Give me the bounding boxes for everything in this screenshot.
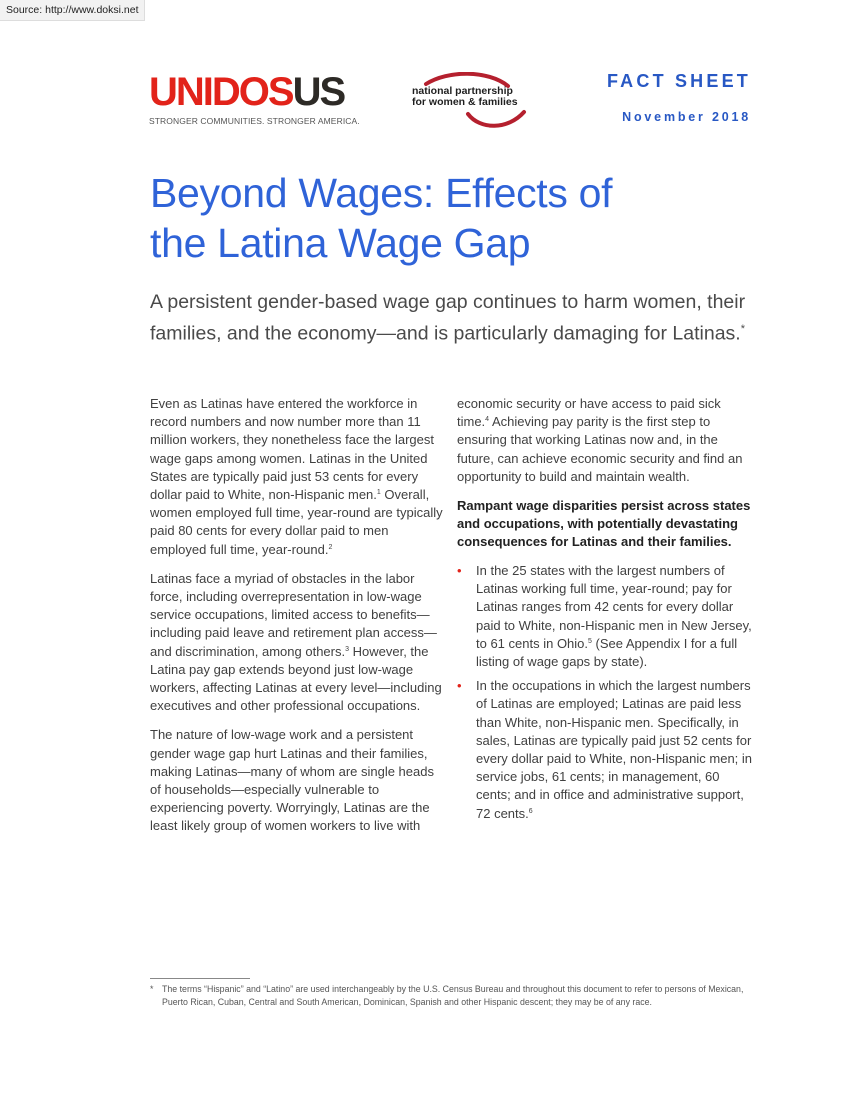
bullet-icon: • <box>457 678 462 694</box>
list-item: • In the occupations in which the largest numbers of Latinas are employed; Latinas are paid less than White, non-Hispanic men. Specifically, in sales, Latinas are typically paid just 52 cents for every dollar paid to White, non-Hispanic men; in service jobs, 61 cents; in management, 60 cents; and in office and administrative support, 72 cents.$^6$ <box>457 678 753 821</box>
fact-sheet-header <box>607 71 751 124</box>
footnote-ref: 3 <box>345 645 350 653</box>
page-title: Beyond Wages: Effects of the Latina Wage Gap <box>150 170 613 266</box>
npwf-name: national partnership for women & families <box>412 85 518 108</box>
section-heading: Rampant wage disparities persist across states and occupations, with potentially devastating consequences for Latinas and their families. <box>457 498 751 550</box>
unidosus-wordmark: UNIDOSUS <box>149 70 345 114</box>
right-column <box>457 395 755 829</box>
paragraph: The nature of low-wage work and a persistent gender wage gap hurt Latinas and their families, making Latinas—many of whom are single heads of households—especially vulnerable to experiencing poverty. Worryingly, Latinas are the least likely group of women workers to live with <box>150 727 434 834</box>
subtitle-footnote-mark: * <box>740 323 746 335</box>
bullet-icon: • <box>457 563 462 579</box>
footnote-text: The terms “Hispanic” and “Latino” are used interchangeably by the U.S. Census Bureau and throughout this document to refer to persons of Mexican, Puerto Rican, Cuban, Central and South American, Dominican, Spanish and other Hispanic descent; they may be of any race. <box>162 984 744 1007</box>
paragraph: Even as Latinas have entered the workforce in record numbers and now number more than 11 million workers, they nonetheless face the largest wage gaps among women. Latinas in the United States are typically paid just 53 cents for every dollar paid to White, non-Hispanic men.$^1$ Overall, women employed full time, year-round are typically paid 80 cents for every dollar paid to men employed full time, year-round.$^2$ <box>150 396 443 557</box>
footnote-mark: * <box>150 984 154 994</box>
source-label: Source: http://www.doksi.net <box>0 0 145 21</box>
subtitle: A persistent gender-based wage gap continues to harm women, their families, and the economy—and is particularly damaging for Latinas.* <box>150 291 746 345</box>
list-item: • In the 25 states with the largest numbers of Latinas working full time, year-round; pay for Latinas ranges from 42 cents for every dollar paid to White, non-Hispanic men in New Jersey, to 61 cents in Ohio.$^5$ (See Appendix I for a full listing of wage gaps by state). <box>457 563 752 670</box>
footnote-ref: 6 <box>528 807 533 815</box>
left-column <box>150 395 446 847</box>
footnote-ref: 2 <box>328 543 333 551</box>
fact-sheet-label: FACT SHEET <box>606 71 751 91</box>
unidosus-logo <box>149 72 374 126</box>
footnote-ref: 4 <box>485 416 490 424</box>
bullet-list <box>457 562 755 823</box>
unidosus-tagline: STRONGER COMMUNITIES. STRONGER AMERICA. <box>149 116 360 126</box>
npwf-logo <box>408 72 533 130</box>
footnote-ref: 5 <box>588 637 592 645</box>
footnote-ref: 1 <box>376 489 381 497</box>
paragraph: economic security or have access to paid sick time.$^4$ Achieving pay parity is the first step to ensuring that working Latinas now and, in the future, can achieve economic security and find an opportunity to build and maintain wealth. <box>457 396 743 484</box>
footnote <box>150 983 750 1008</box>
publication-date: November 2018 <box>622 110 751 124</box>
paragraph: Latinas face a myriad of obstacles in the labor force, including overrepresentation in low-wage service occupations, limited access to benefits—including paid leave and retirement plan access—and discrimination, among others.$^3$ However, the Latina pay gap extends beyond just low-wage workers, affecting Latinas at every level—including executives and other professional occupations. <box>150 570 442 714</box>
footnote-divider <box>150 978 250 979</box>
